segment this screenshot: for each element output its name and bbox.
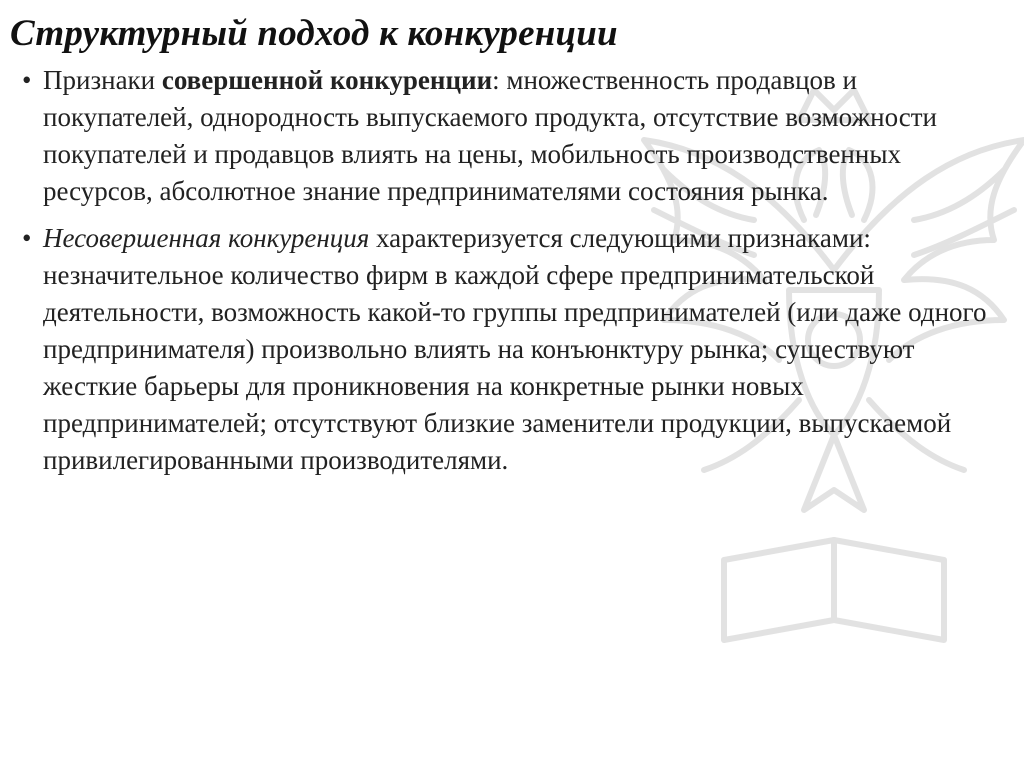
bullet-body-text: характеризуется следующими признаками: незначительное количество фирм в каждой сфере предпринимательской деятельности, возможность какой-то группы предпринимателей (или даже одного предпринимателя) произвольно влиять на конъюнктуру рынка; существуют жесткие барьеры для проникновения на конкретные рынки новых предпринимателей; отсутствуют близкие заменители продукции, выпускаемой привилегированными производителями. [43,223,987,475]
slide-title: Структурный подход к конкуренции [10,13,618,54]
bullet-emphasis-italic: Несовершенная конкуренция [43,223,370,253]
bullet-marker: • [22,223,32,253]
bullet-list [22,62,1007,479]
bullet-imperfect-competition [22,220,1007,479]
bullet-perfect-competition [22,62,1007,210]
bullet-emphasis-bold: совершенной конкуренции [161,65,493,95]
bullet-marker: • [22,65,32,95]
bullet-lead-text: Признаки [43,65,162,95]
bullet-body-text: : множественность продавцов и покупателей, однородность выпускаемого продукта, отсутствие возможности покупателей и продавцов влиять на цены, мобильность производственных ресурсов, абсолютное знание предпринимателями состояния рынка. [43,65,937,206]
